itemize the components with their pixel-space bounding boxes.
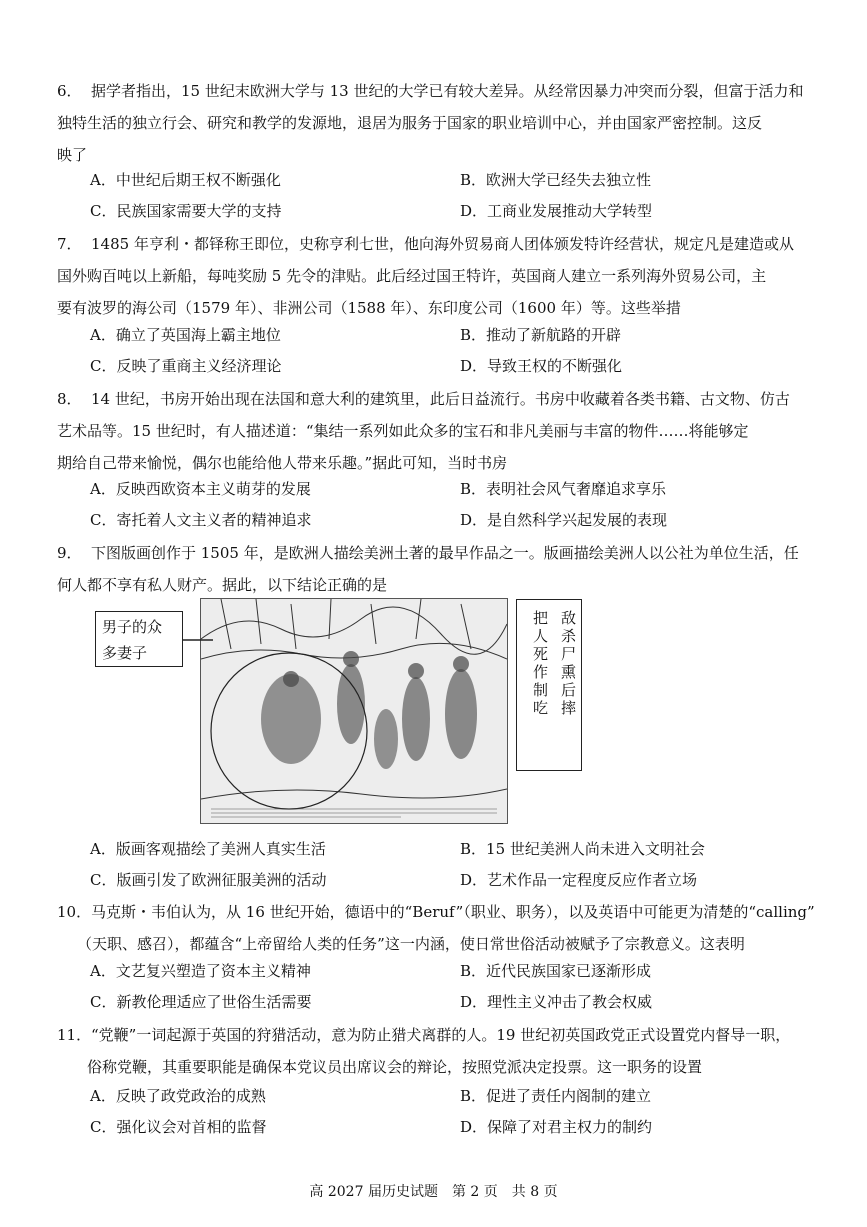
stem-line: 何人都不享有私人财产。据此，以下结论正确的是 — [57, 576, 388, 594]
stem-line: 映了 — [57, 146, 88, 164]
callout-column-left — [527, 610, 549, 726]
option-c[interactable]: C．寄托着人文主义者的精神追求 — [90, 511, 312, 529]
option-a[interactable]: A．反映西欧资本主义萌芽的发展 — [90, 480, 311, 498]
question-stem — [57, 75, 817, 171]
stem-line: 独特生活的独立行会、研究和教学的发源地，退居为服务于国家的职业培训中心，并由国家严密控制。这反 — [57, 114, 763, 132]
options-11 — [90, 1081, 790, 1143]
option-d[interactable]: D．理性主义冲击了教会权威 — [460, 993, 653, 1011]
question-11 — [57, 1019, 817, 1083]
woodcut-image — [200, 598, 508, 824]
option-b[interactable]: B．15 世纪美洲人尚未进入文明社会 — [460, 840, 705, 858]
callout-connector — [183, 630, 213, 650]
options-10 — [90, 956, 790, 1018]
stem-line: “党鞭”一词起源于英国的狩猎活动，意为防止猎犬离群的人。19 世纪初英国政党正式设置党内督导一职， — [91, 1026, 791, 1044]
question-number: 7． — [57, 235, 82, 253]
woodcut-illustration — [201, 599, 507, 823]
option-a[interactable]: A．中世纪后期王权不断强化 — [90, 171, 281, 189]
stem-line: 国外购百吨以上新船，每吨奖励 5 先令的津贴。此后经过国王特许，英国商人建立一系列海外贸易公司，主 — [57, 267, 767, 285]
question-9 — [57, 537, 817, 601]
callout-line: 男子的众 — [102, 618, 163, 636]
callout-polygamy — [95, 611, 183, 667]
options-8 — [90, 474, 790, 536]
stem-line: 14 世纪，书房开始出现在法国和意大利的建筑里，此后日益流行。书房中收藏着各类书籍、古文物、仿古 — [91, 390, 790, 408]
stem-line: （天职、感召），都蕴含“上帝留给人类的任务”这一内涵，使日常世俗活动被赋予了宗教意义。这表明 — [77, 935, 745, 953]
question-stem — [57, 383, 817, 479]
question-stem — [87, 1019, 817, 1083]
option-a[interactable]: A．反映了政党政治的成熟 — [90, 1087, 266, 1105]
option-a[interactable]: A．文艺复兴塑造了资本主义精神 — [90, 962, 311, 980]
options-7 — [90, 320, 790, 382]
vertical-text: 把人死作制吃 — [531, 610, 549, 718]
question-stem — [57, 537, 817, 601]
option-d[interactable]: D．导致王权的不断强化 — [460, 357, 623, 375]
options-9 — [90, 834, 790, 896]
stem-line: 马克斯・韦伯认为，从 16 世纪开始，德语中的“Beruf”（职业、职务），以及英语中可能更为清楚的“calling” — [91, 903, 815, 921]
option-c[interactable]: C．反映了重商主义经济理论 — [90, 357, 282, 375]
option-c[interactable]: C．强化议会对首相的监督 — [90, 1118, 267, 1136]
option-c[interactable]: C．新教伦理适应了世俗生活需要 — [90, 993, 312, 1011]
callout-column-right — [555, 610, 577, 726]
option-d[interactable]: D．工商业发展推动大学转型 — [460, 202, 653, 220]
callout-line: 多妻子 — [102, 644, 148, 662]
question-number: 6． — [57, 82, 82, 100]
question-10 — [57, 896, 817, 960]
option-d[interactable]: D．艺术作品一定程度反应作者立场 — [460, 871, 698, 889]
stem-line: 下图版画创作于 1505 年，是欧洲人描绘美洲土著的最早作品之一。版画描绘美洲人以公社为单位生活，任 — [91, 544, 799, 562]
stem-line: 期给自己带来愉悦，偶尔也能给他人带来乐趣。”据此可知，当时书房 — [57, 454, 508, 472]
options-6 — [90, 165, 790, 227]
option-a[interactable]: A．确立了英国海上霸主地位 — [90, 326, 281, 344]
option-b[interactable]: B．近代民族国家已逐渐形成 — [460, 962, 652, 980]
option-b[interactable]: B．欧洲大学已经失去独立性 — [460, 171, 652, 189]
stem-line: 据学者指出，15 世纪末欧洲大学与 13 世纪的大学已有较大差异。从经常因暴力冲突而分裂，但富于活力和 — [91, 82, 804, 100]
option-c[interactable]: C．版画引发了欧洲征服美洲的活动 — [90, 871, 327, 889]
option-b[interactable]: B．推动了新航路的开辟 — [460, 326, 622, 344]
option-b[interactable]: B．表明社会风气奢靡追求享乐 — [460, 480, 667, 498]
callout-cannibalism — [516, 599, 582, 771]
option-d[interactable]: D．保障了对君主权力的制约 — [460, 1118, 653, 1136]
question-stem — [77, 896, 817, 960]
question-number: 9． — [57, 544, 82, 562]
question-6 — [57, 75, 817, 171]
page-footer: 高 2027 届历史试题 第 2 页 共 8 页 — [309, 1184, 558, 1200]
question-7 — [57, 228, 817, 324]
question-stem — [57, 228, 817, 324]
option-a[interactable]: A．版画客观描绘了美洲人真实生活 — [90, 840, 326, 858]
option-b[interactable]: B．促进了责任内阁制的建立 — [460, 1087, 652, 1105]
stem-line: 1485 年亨利・都铎称王即位，史称亨利七世，他向海外贸易商人团体颁发特许经营状，规定凡是建造或从 — [91, 235, 794, 253]
question-number: 10． — [57, 903, 92, 921]
stem-line: 艺术品等。15 世纪时，有人描述道：“集结一系列如此众多的宝石和非凡美丽与丰富的物件……将能够定 — [57, 422, 749, 440]
stem-line: 要有波罗的海公司（1579 年）、非洲公司（1588 年）、东印度公司（1600 年）等。这些举措 — [57, 299, 681, 317]
question-number: 11． — [57, 1026, 92, 1044]
option-c[interactable]: C．民族国家需要大学的支持 — [90, 202, 282, 220]
stem-line: 俗称党鞭，其重要职能是确保本党议员出席议会的辩论，按照党派决定投票。这一职务的设置 — [87, 1058, 703, 1076]
option-d[interactable]: D．是自然科学兴起发展的表现 — [460, 511, 668, 529]
vertical-text: 敌杀尸熏后摔 — [559, 610, 577, 718]
question-number: 8． — [57, 390, 82, 408]
question-8 — [57, 383, 817, 479]
